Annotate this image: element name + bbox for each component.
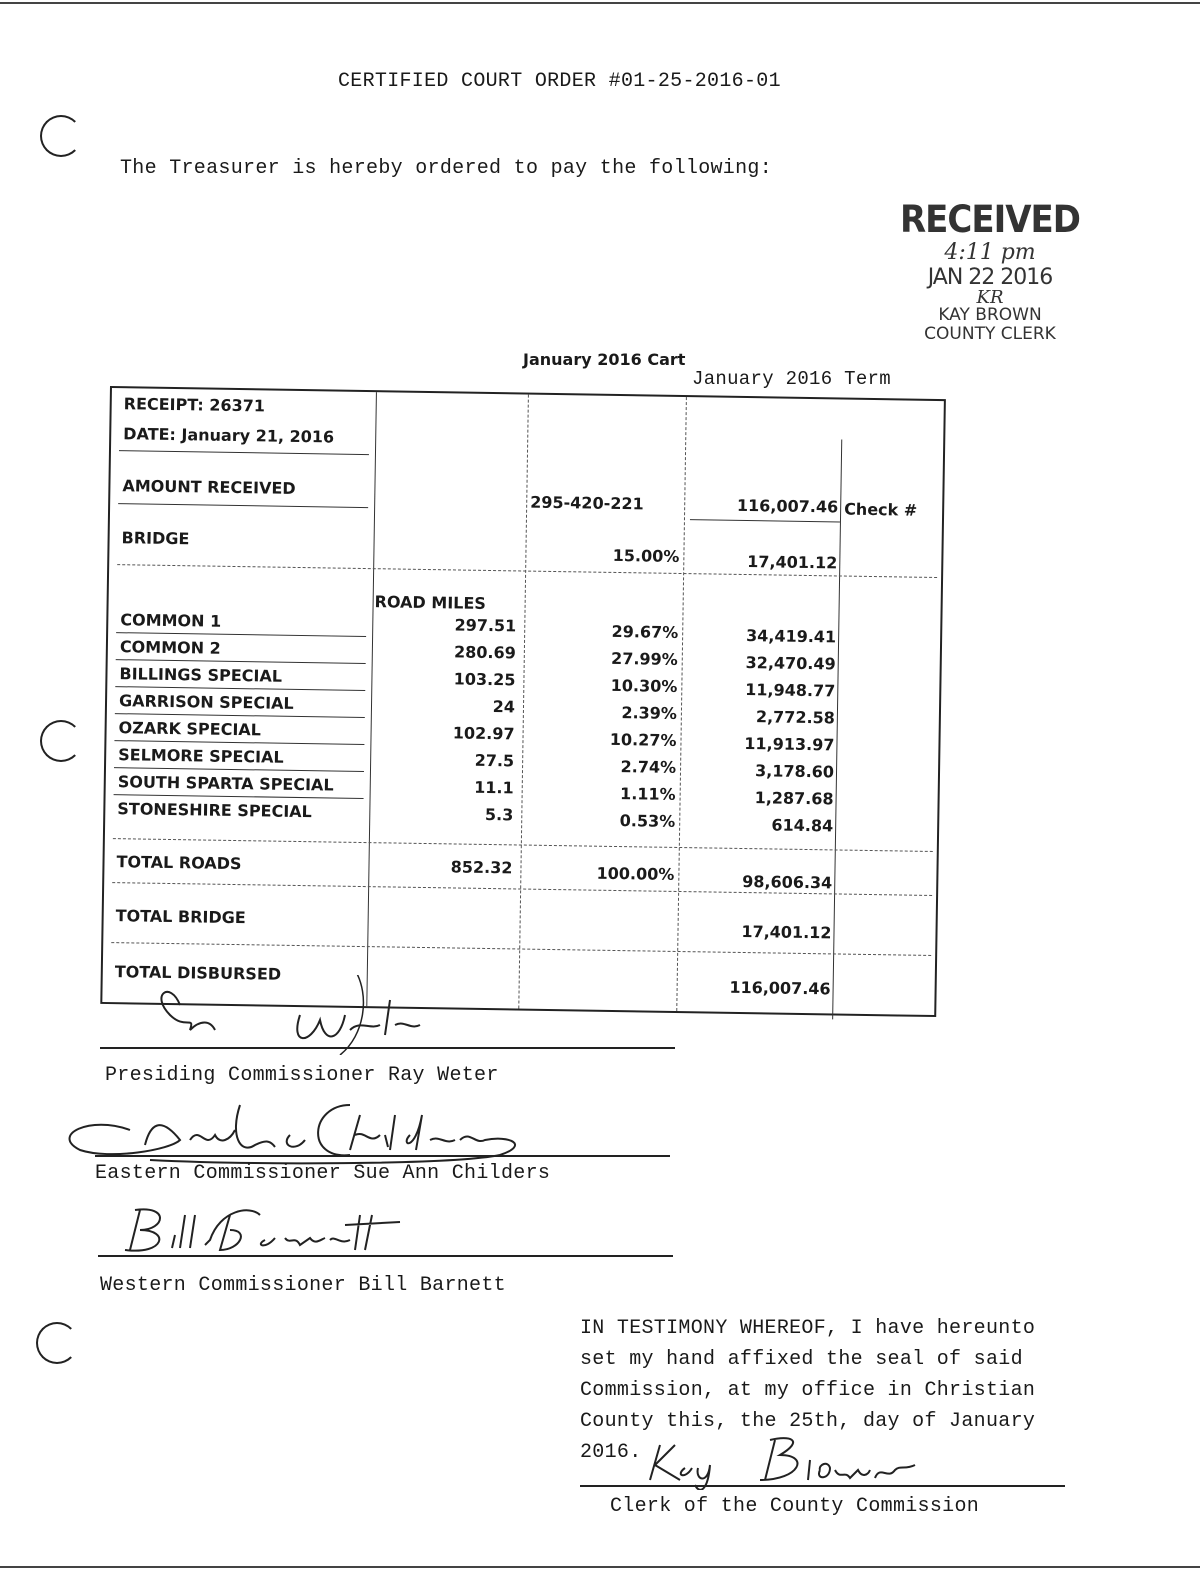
district-miles: 280.69	[453, 642, 517, 663]
row-rule	[114, 794, 364, 799]
district-amount: 614.84	[771, 815, 834, 836]
total-bridge-label: TOTAL BRIDGE	[115, 906, 246, 928]
total-roads-amount: 98,606.34	[742, 871, 833, 893]
district-amount: 2,772.58	[755, 707, 836, 728]
district-percent: 2.39%	[621, 703, 678, 723]
district-amount: 11,948.77	[745, 680, 836, 701]
presiding-signature	[140, 975, 440, 1055]
stamp-name: KAY BROWN	[938, 305, 1042, 325]
row-rule	[116, 632, 366, 637]
district-percent: 10.30%	[610, 675, 678, 696]
testimony-line: IN TESTIMONY WHEREOF, I have hereunto	[580, 1317, 1036, 1340]
account-number: 295-420-221	[530, 492, 644, 514]
road-miles-header: ROAD MILES	[374, 592, 487, 613]
total-disbursed-amount: 116,007.46	[729, 977, 831, 999]
order-title: CERTIFIED COURT ORDER #01-25-2016-01	[338, 70, 781, 93]
row-rule	[116, 659, 366, 664]
district-percent: 1.11%	[619, 784, 676, 804]
district-percent: 0.53%	[619, 811, 676, 831]
district-name: COMMON 2	[119, 637, 221, 658]
district-amount: 32,470.49	[745, 653, 836, 674]
row-rule	[118, 503, 368, 508]
district-percent: 27.99%	[610, 648, 678, 669]
received-stamp	[900, 200, 1080, 344]
clerk-signature-line	[580, 1485, 1065, 1487]
district-percent: 2.74%	[620, 757, 677, 777]
district-miles: 24	[492, 697, 516, 717]
row-rule	[115, 686, 365, 691]
row-rule	[690, 519, 840, 522]
testimony-line: County this, the 25th, day of January	[580, 1410, 1036, 1433]
district-name: COMMON 1	[120, 610, 222, 631]
punch-hole-bottom	[36, 1322, 78, 1364]
district-miles: 103.25	[453, 669, 516, 690]
row-rule	[115, 713, 365, 718]
bottom-border	[0, 1566, 1200, 1568]
stamp-received: RECEIVED	[900, 198, 1080, 242]
district-name: BILLINGS SPECIAL	[119, 664, 283, 686]
district-name: SELMORE SPECIAL	[118, 745, 284, 767]
check-label: Check #	[844, 499, 918, 520]
testimony-line: 2016.	[580, 1441, 642, 1464]
presiding-signature-line	[100, 1047, 675, 1049]
punch-hole-top	[40, 115, 82, 157]
western-signature	[110, 1200, 430, 1260]
amount-received-label: AMOUNT RECEIVED	[122, 476, 296, 498]
amount-received: 116,007.46	[736, 495, 839, 517]
district-amount: 1,287.68	[754, 788, 834, 809]
clerk-title: Clerk of the County Commission	[610, 1495, 980, 1518]
clerk-signature	[630, 1430, 930, 1490]
total-bridge-amount: 17,401.12	[741, 921, 832, 943]
bridge-percent: 15.00%	[612, 545, 680, 566]
bridge-amount: 17,401.12	[747, 552, 838, 573]
western-signature-line	[98, 1255, 673, 1257]
eastern-commissioner-title: Eastern Commissioner Sue Ann Childers	[95, 1162, 551, 1185]
district-miles: 297.51	[454, 615, 517, 636]
district-miles: 27.5	[474, 750, 515, 771]
district-amount: 3,178.60	[754, 761, 835, 782]
row-rule	[119, 450, 369, 455]
top-border	[0, 2, 1200, 4]
district-miles: 11.1	[474, 777, 514, 798]
district-percent: 29.67%	[611, 621, 679, 642]
total-roads-percent: 100.00%	[596, 863, 675, 884]
total-roads-miles: 852.32	[450, 857, 513, 878]
district-amount: 34,419.41	[745, 626, 837, 647]
district-amount: 11,913.97	[744, 734, 835, 755]
district-miles: 5.3	[484, 804, 514, 825]
row-rule	[114, 767, 364, 772]
order-intro: The Treasurer is hereby ordered to pay the following:	[120, 157, 773, 180]
district-name: GARRISON SPECIAL	[118, 691, 294, 713]
row-rule	[114, 740, 364, 745]
presiding-commissioner-title: Presiding Commissioner Ray Weter	[105, 1064, 499, 1087]
district-name: SOUTH SPARTA SPECIAL	[117, 772, 334, 795]
western-commissioner-title: Western Commissioner Bill Barnett	[100, 1274, 506, 1297]
stamp-date: JAN 22 2016	[927, 265, 1053, 290]
district-percent: 10.27%	[609, 729, 677, 750]
stamp-initials: KR	[976, 287, 1004, 308]
district-name: STONESHIRE SPECIAL	[117, 799, 312, 822]
testimony-line: Commission, at my office in Christian	[580, 1379, 1036, 1402]
eastern-signature-line	[95, 1155, 670, 1157]
ledger-table	[100, 386, 946, 1017]
date-label: DATE: January 21, 2016	[123, 424, 335, 447]
total-roads-label: TOTAL ROADS	[116, 852, 242, 874]
stamp-time: 4:11 pm	[944, 240, 1036, 265]
district-miles: 102.97	[452, 723, 515, 744]
district-name: OZARK SPECIAL	[118, 718, 262, 740]
cart-caption: January 2016 Cart	[523, 350, 686, 369]
testimony-line: set my hand affixed the seal of said	[580, 1348, 1023, 1371]
receipt-label: RECEIPT: 26371	[123, 394, 266, 416]
punch-hole-middle	[40, 720, 82, 762]
term-caption: January 2016 Term	[692, 368, 891, 390]
total-disbursed-label: TOTAL DISBURSED	[114, 962, 282, 984]
bridge-label: BRIDGE	[121, 528, 190, 549]
stamp-title: COUNTY CLERK	[924, 324, 1056, 344]
